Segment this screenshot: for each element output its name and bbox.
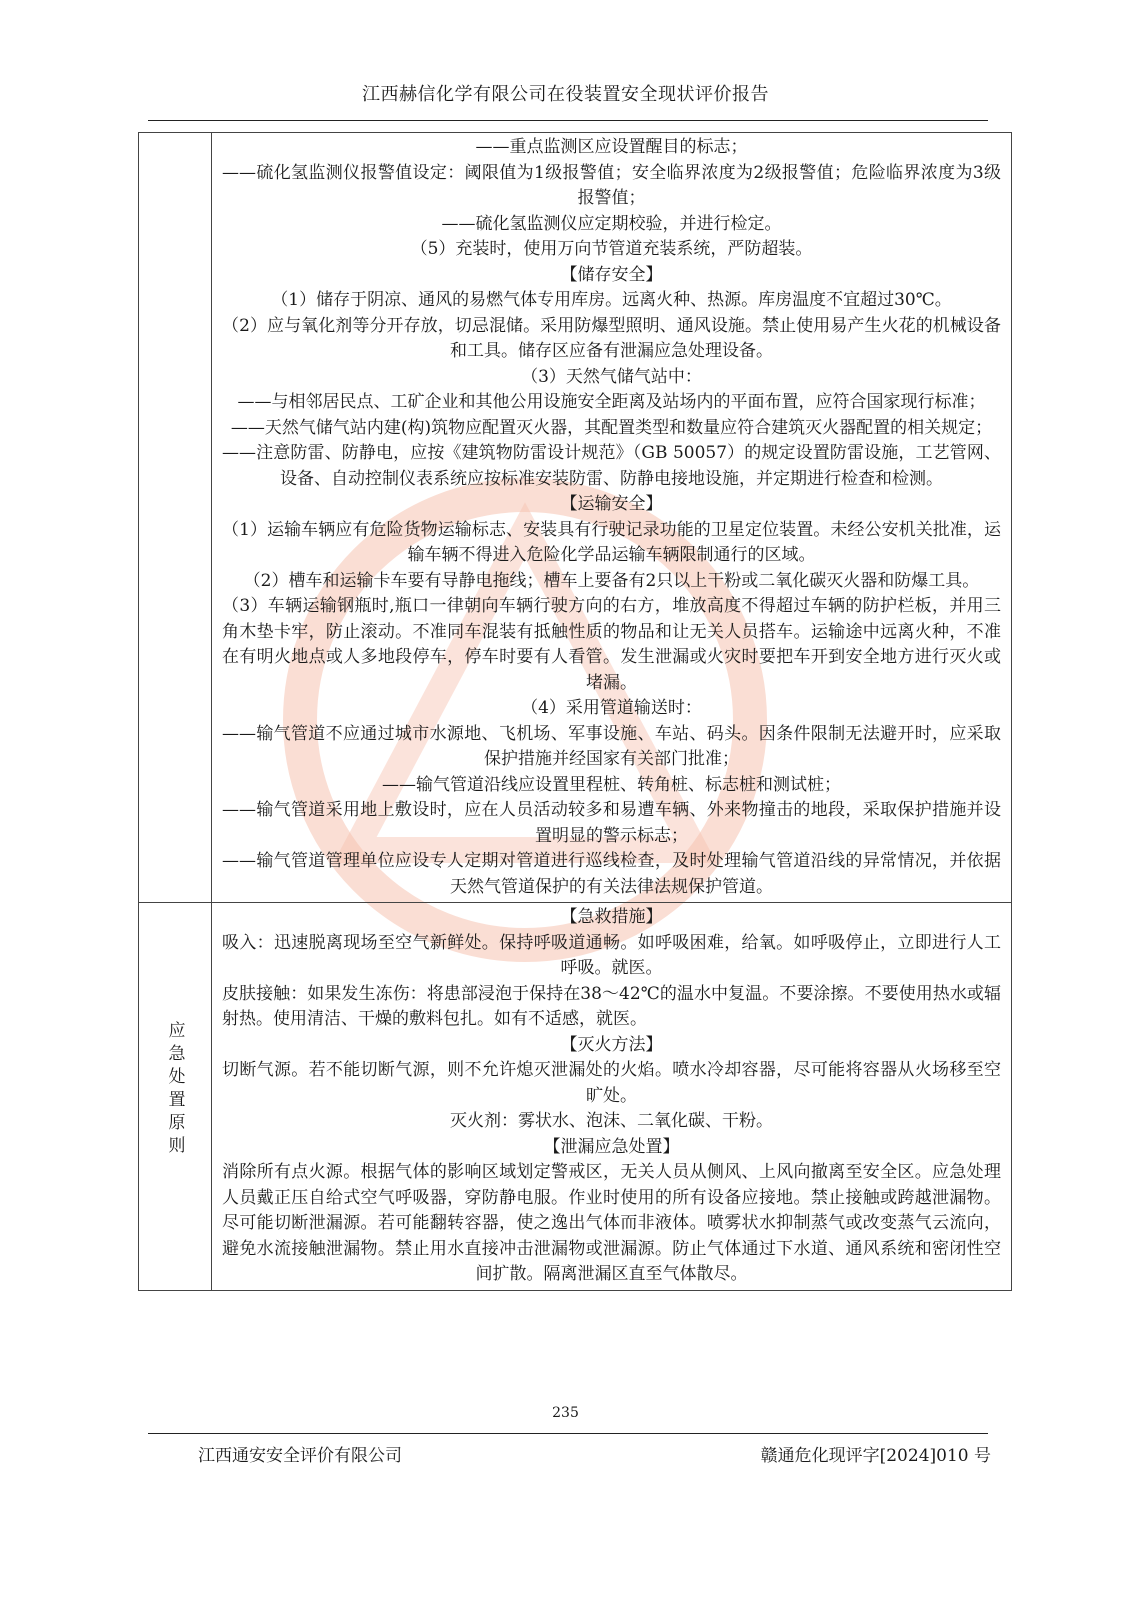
text-line: （2）槽车和运输卡车要有导静电拖线；槽车上要备有2只以上干粉或二氧化碳灭火器和防爆工具。 bbox=[243, 570, 980, 591]
text-line: ——输气管道沿线应设置里程桩、转角桩、标志桩和测试桩； bbox=[382, 774, 841, 795]
text-line: ——输气管道管理单位应设专人定期对管道进行巡线检查，及时处理输气管道沿线的异常情况，并依据天然气管道保护的有关法律法规保护管道。 bbox=[222, 851, 1001, 897]
section-heading: 【急救措施】 bbox=[560, 907, 663, 927]
page-number: 235 bbox=[552, 1405, 579, 1421]
text-line: ——与相邻居民点、工矿企业和其他公用设施安全距离及站场内的平面布置，应符合国家现行标准； bbox=[237, 392, 986, 412]
table-row bbox=[139, 903, 1012, 1291]
footer-divider bbox=[148, 1433, 988, 1434]
text-line: ——输气管道采用地上敷设时，应在人员活动较多和易遭车辆、外来物撞击的地段，采取保护措施并设置明显的警示标志； bbox=[222, 800, 1001, 846]
text-line: ——硫化氢监测仪应定期校验，并进行检定。 bbox=[441, 213, 782, 234]
content-table bbox=[138, 132, 1012, 1291]
text-line: 皮肤接触：如果发生冻伤：将患部浸泡于保持在38～42℃的温水中复温。不要涂擦。不要使用热水或辐射热。使用清洁、干燥的敷料包扎。如有不适感，就医。 bbox=[222, 983, 1001, 1029]
emergency-principles-label: 应急处置原则 bbox=[164, 1021, 185, 1159]
text-line: （3）车辆运输钢瓶时,瓶口一律朝向车辆行驶方向的右方，堆放高度不得超过车辆的防护栏板，并用三角木垫卡牢，防止滚动。不准同车混装有抵触性质的物品和让无关人员搭车。运输途中远离火种，不准在有明火地点或人多地段停车，停车时要有人看管。发生泄漏或火灾时要把车开到安全地方进行灭火或堵漏。 bbox=[222, 596, 1001, 693]
footer-company: 江西通安安全评价有限公司 bbox=[198, 1446, 402, 1466]
header-divider bbox=[148, 120, 988, 121]
text-line: （2）应与氧化剂等分开存放，切忌混储。采用防爆型照明、通风设施。禁止使用易产生火花的机械设备和工具。储存区应备有泄漏应急处理设备。 bbox=[222, 315, 1001, 361]
text-line: 切断气源。若不能切断气源，则不允许熄灭泄漏处的火焰。喷水冷却容器，尽可能将容器从火场移至空旷处。 bbox=[222, 1060, 1001, 1106]
text-line: ——输气管道不应通过城市水源地、飞机场、军事设施、车站、码头。因条件限制无法避开时，应采取保护措施并经国家有关部门批准； bbox=[222, 723, 1001, 769]
text-line: （3）天然气储气站中： bbox=[521, 366, 702, 387]
emergency-label-cell bbox=[139, 903, 212, 1291]
text-line: 吸入：迅速脱离现场至空气新鲜处。保持呼吸道通畅。如呼吸困难，给氧。如呼吸停止，立即进行人工呼吸。就医。 bbox=[222, 932, 1001, 978]
row-label-cell-empty bbox=[139, 133, 212, 903]
text-line: （1）储存于阴凉、通风的易燃气体专用库房。远离火种、热源。库房温度不宜超过30℃。 bbox=[271, 290, 952, 310]
section-heading: 【储存安全】 bbox=[560, 264, 663, 285]
text-line: ——天然气储气站内建(构)筑物应配置灭火器，其配置类型和数量应符合建筑灭火器配置的相关规定； bbox=[230, 417, 993, 438]
page-header-title: 江西赫信化学有限公司在役装置安全现状评价报告 bbox=[362, 84, 769, 105]
text-line: ——注意防雷、防静电，应按《建筑物防雷设计规范》（GB 50057）的规定设置防雷设施，工艺管网、设备、自动控制仪表系统应按标准安装防雷、防静电接地设施，并定期进行检查和检测。 bbox=[222, 443, 1001, 489]
section-heading: 【运输安全】 bbox=[560, 494, 663, 514]
section-heading: 【泄漏应急处置】 bbox=[543, 1136, 680, 1157]
emergency-content-cell bbox=[212, 903, 1012, 1291]
operation-safety-cell bbox=[212, 133, 1012, 903]
text-line: 灭火剂：雾状水、泡沫、二氧化碳、干粉。 bbox=[450, 1111, 773, 1131]
text-line: ——硫化氢监测仪报警值设定：阈限值为1级报警值；安全临界浓度为2级报警值；危险临界浓度为3级报警值； bbox=[222, 162, 1001, 208]
text-line: （4）采用管道输送时： bbox=[521, 698, 702, 718]
section-heading: 【灭火方法】 bbox=[560, 1034, 663, 1055]
table-row bbox=[139, 133, 1012, 903]
footer-doc-number: 赣通危化现评字[2024]010 号 bbox=[760, 1446, 991, 1466]
text-line: ——重点监测区应设置醒目的标志； bbox=[475, 137, 748, 157]
text-line: 消除所有点火源。根据气体的影响区域划定警戒区，无关人员从侧风、上风向撤离至安全区。应急处理人员戴正压自给式空气呼吸器，穿防静电服。作业时使用的所有设备应接地。禁止接触或跨越泄漏物。尽可能切断泄漏源。若可能翻转容器，使之逸出气体而非液体。喷雾状水抑制蒸气或改变蒸气云流向，避免水流接触泄漏物。禁止用水直接冲击泄漏物或泄漏源。防止气体通过下水道、通风系统和密闭性空间扩散。隔离泄漏区直至气体散尽。 bbox=[222, 1162, 1001, 1284]
text-line: （5）充装时，使用万向节管道充装系统，严防超装。 bbox=[410, 239, 813, 259]
text-line: （1）运输车辆应有危险货物运输标志、安装具有行驶记录功能的卫星定位装置。未经公安机关批准，运输车辆不得进入危险化学品运输车辆限制通行的区域。 bbox=[222, 519, 1001, 565]
